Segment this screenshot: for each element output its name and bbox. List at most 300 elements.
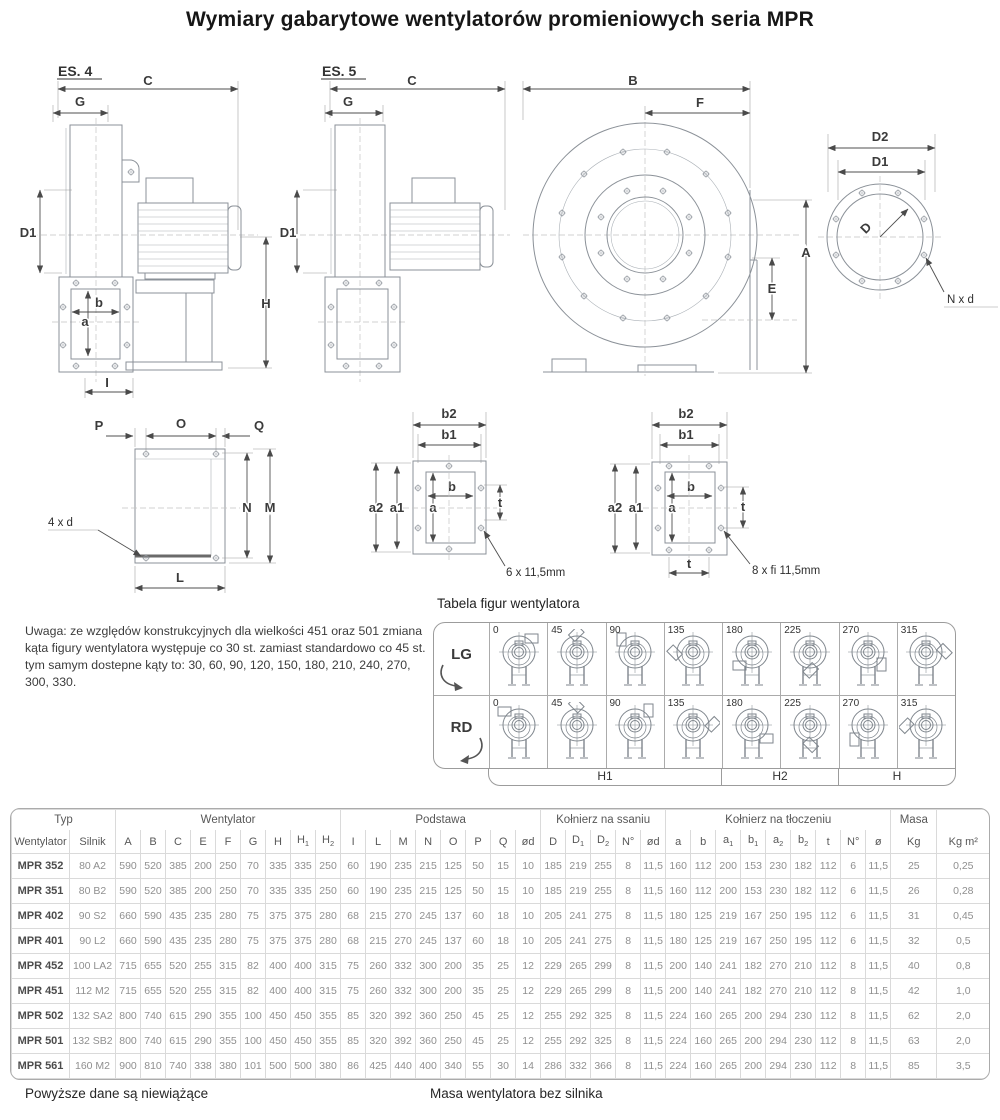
- spec-cell: 375: [266, 929, 291, 954]
- spec-cell: 185: [541, 879, 566, 904]
- spec-cell: 320: [366, 1004, 391, 1029]
- spec-cell: 332: [391, 954, 416, 979]
- spec-cell: 300: [416, 954, 441, 979]
- spec-cell: 400: [266, 979, 291, 1004]
- spec-cell: 112: [816, 979, 841, 1004]
- spec-cell: 235: [191, 904, 216, 929]
- spec-cell: 42: [891, 979, 937, 1004]
- spec-col-header: $H_2$: [316, 830, 341, 854]
- dim-label-g: G: [342, 94, 354, 109]
- spec-cell: 100: [241, 1004, 266, 1029]
- spec-cell: 255: [591, 854, 616, 879]
- fan-figure-icon: [725, 629, 779, 689]
- spec-cell: 112: [816, 1004, 841, 1029]
- spec-cell: 75: [341, 954, 366, 979]
- rotation-label-text: LG: [451, 645, 472, 663]
- fan-figure-cell: [839, 696, 897, 768]
- spec-cell: 0,8: [937, 954, 990, 979]
- fan-figure-icon: [550, 702, 604, 762]
- spec-cell: 8: [616, 979, 641, 1004]
- fan-figure-icon: [550, 629, 604, 689]
- spec-cell: 153: [741, 854, 766, 879]
- spec-cell: 255: [191, 954, 216, 979]
- spec-cell: 0,25: [937, 854, 990, 879]
- spec-cell: 11,5: [866, 854, 891, 879]
- spec-cell: 255: [191, 979, 216, 1004]
- figure-table-footer: [488, 769, 956, 786]
- spec-cell: 335: [291, 879, 316, 904]
- spec-cell: 70: [241, 854, 266, 879]
- spec-cell: 132 SB2: [70, 1029, 116, 1054]
- spec-cell: 299: [591, 954, 616, 979]
- dim-label-l: L: [176, 570, 184, 585]
- spec-cell: 100 LA2: [70, 954, 116, 979]
- spec-cell: 137: [441, 904, 466, 929]
- spec-cell: 740: [141, 1004, 166, 1029]
- spec-cell: 0,28: [937, 879, 990, 904]
- dim-label-g: G: [74, 94, 86, 109]
- spec-cell: 2,0: [937, 1004, 990, 1029]
- spec-cell: 392: [391, 1004, 416, 1029]
- spec-cell: 112: [691, 879, 716, 904]
- spec-cell: 235: [391, 854, 416, 879]
- fan-type-cell: MPR 402: [12, 904, 70, 929]
- dim-label-b-front: B: [628, 73, 638, 88]
- spec-cell: 315: [316, 979, 341, 1004]
- spec-cell: 10: [516, 904, 541, 929]
- spec-cell: 340: [441, 1054, 466, 1079]
- spec-cell: 190: [366, 854, 391, 879]
- dim-label-e: E: [767, 281, 777, 296]
- fan-figure-icon: [783, 702, 837, 762]
- spec-cell: 8: [616, 854, 641, 879]
- dim-label-a-inner: a: [668, 500, 676, 515]
- dim-label-a1: a1: [628, 500, 644, 515]
- spec-cell: 660: [116, 904, 141, 929]
- construction-note: Uwaga: ze względów konstrukcyjnych dla wielkości 451 oraz 501 zmiana kąta figury wentylatora występuje co 30 st. zamiast standardowo co 45 st. tym samym dostepne kąty to: 30, 60, 90, 120, 150, 180, 210, 240, 270, 300, 330.: [25, 624, 426, 689]
- spec-cell: 15: [491, 879, 516, 904]
- spec-col-header: M: [391, 830, 416, 854]
- spec-cell: 12: [516, 954, 541, 979]
- spec-cell: 375: [266, 904, 291, 929]
- spec-cell: 315: [216, 954, 241, 979]
- spec-cell: 3,5: [937, 1054, 990, 1079]
- spec-cell: 45: [466, 1004, 491, 1029]
- spec-cell: 125: [691, 904, 716, 929]
- spec-cell: 500: [266, 1054, 291, 1079]
- spec-group-header: Wentylator: [116, 810, 341, 831]
- spec-cell: 8: [841, 979, 866, 1004]
- spec-cell: 125: [691, 929, 716, 954]
- spec-cell: 8: [616, 1004, 641, 1029]
- spec-cell: 6: [841, 854, 866, 879]
- dim-label-p: P: [94, 418, 104, 433]
- spec-cell: 11,5: [641, 929, 666, 954]
- spec-cell: 215: [366, 904, 391, 929]
- spec-cell: 180: [666, 929, 691, 954]
- spec-cell: 11,5: [641, 854, 666, 879]
- dim-label-d1-suction: D1: [871, 154, 889, 169]
- spec-cell: 275: [591, 929, 616, 954]
- dim-label-t6: t: [497, 495, 503, 510]
- spec-cell: 810: [141, 1054, 166, 1079]
- spec-cell: 435: [166, 904, 191, 929]
- spec-cell: 590: [141, 904, 166, 929]
- spec-cell: 182: [791, 879, 816, 904]
- spec-row: [12, 879, 990, 904]
- spec-cell: 112: [691, 854, 716, 879]
- spec-cell: 200: [741, 1004, 766, 1029]
- spec-cell: 25: [491, 1029, 516, 1054]
- spec-col-header: $a_2$: [766, 830, 791, 854]
- fan-figure-cell: [780, 696, 838, 768]
- spec-col-header: Wentylator: [12, 830, 70, 854]
- spec-cell: 299: [591, 979, 616, 1004]
- spec-cell: 400: [291, 954, 316, 979]
- spec-cell: 11,5: [641, 1054, 666, 1079]
- es5-side-view: [280, 63, 510, 382]
- spec-cell: 10: [516, 879, 541, 904]
- angle-label: 135: [667, 625, 685, 636]
- spec-cell: 11,5: [866, 904, 891, 929]
- dim-label-a-inner: a: [429, 500, 437, 515]
- discharge-flange-6-view: [369, 406, 565, 579]
- spec-cell: 10: [516, 929, 541, 954]
- spec-cell: 229: [541, 954, 566, 979]
- footer-note-center: Masa wentylatora bez silnika: [430, 1086, 603, 1101]
- spec-cell: 290: [191, 1029, 216, 1054]
- spec-cell: 182: [741, 979, 766, 1004]
- fan-figure-icon: [666, 702, 720, 762]
- spec-cell: 25: [491, 954, 516, 979]
- fan-figure-cell: [489, 623, 547, 695]
- spec-cell: 200: [191, 854, 216, 879]
- spec-col-header: C: [166, 830, 191, 854]
- spec-cell: 230: [791, 1029, 816, 1054]
- spec-cell: 50: [466, 854, 491, 879]
- figure-table-grid: [433, 622, 956, 769]
- spec-cell: 335: [291, 854, 316, 879]
- angle-label: 0: [493, 698, 499, 709]
- dimension-drawings: [0, 60, 1000, 612]
- spec-cell: 100: [241, 1029, 266, 1054]
- es4-side-view: [20, 63, 272, 398]
- spec-cell: 11,5: [866, 1029, 891, 1054]
- rotation-label-rd: [434, 696, 489, 768]
- dim-label-m: M: [264, 500, 276, 515]
- dim-label-o: O: [175, 416, 187, 431]
- fan-figure-icon: [783, 629, 837, 689]
- spec-cell: 70: [241, 879, 266, 904]
- spec-cell: 68: [341, 929, 366, 954]
- spec-cell: 25: [491, 1004, 516, 1029]
- spec-cell: 715: [116, 954, 141, 979]
- spec-cell: 250: [766, 929, 791, 954]
- spec-cell: 26: [891, 879, 937, 904]
- spec-cell: 265: [716, 1054, 741, 1079]
- spec-cell: 112 M2: [70, 979, 116, 1004]
- spec-cell: 450: [266, 1004, 291, 1029]
- spec-cell: 215: [366, 929, 391, 954]
- spec-cell: 75: [341, 979, 366, 1004]
- height-group-label: H1: [597, 769, 613, 783]
- spec-cell: 11,5: [866, 1004, 891, 1029]
- dim-label-a-front: A: [801, 245, 811, 260]
- spec-cell: 112: [816, 1054, 841, 1079]
- dim-label-d2: D2: [871, 129, 889, 144]
- spec-cell: 800: [116, 1004, 141, 1029]
- spec-cell: 6: [841, 904, 866, 929]
- angle-label: 225: [784, 625, 801, 636]
- spec-cell: 50: [466, 879, 491, 904]
- spec-cell: 215: [416, 879, 441, 904]
- fan-figure-cell: [664, 696, 722, 768]
- fan-type-cell: MPR 502: [12, 1004, 70, 1029]
- dim-label-nxd: N x d: [947, 294, 974, 306]
- spec-cell: 280: [316, 929, 341, 954]
- spec-cell: 265: [566, 954, 591, 979]
- spec-cell: 400: [266, 954, 291, 979]
- base-plate-view: [48, 416, 276, 593]
- spec-cell: 255: [541, 1004, 566, 1029]
- spec-cell: 6: [841, 879, 866, 904]
- spec-cell: 112: [816, 879, 841, 904]
- fan-figure-cell: [606, 623, 664, 695]
- spec-row: [12, 854, 990, 879]
- spec-row: [12, 904, 990, 929]
- spec-cell: 435: [166, 929, 191, 954]
- spec-group-header: Kołnierz na ssaniu: [541, 810, 666, 831]
- spec-cell: 355: [216, 1004, 241, 1029]
- spec-cell: 1,0: [937, 979, 990, 1004]
- spec-col-header: Kg m²: [937, 830, 990, 854]
- spec-cell: 375: [291, 904, 316, 929]
- angle-label: 135: [667, 698, 685, 709]
- spec-group-header: Typ: [12, 810, 116, 831]
- fan-type-cell: MPR 452: [12, 954, 70, 979]
- angle-label: 180: [726, 625, 743, 636]
- spec-cell: 655: [141, 954, 166, 979]
- spec-cell: 31: [891, 904, 937, 929]
- spec-cell: 167: [741, 904, 766, 929]
- spec-group-header: Masa: [891, 810, 937, 831]
- spec-col-header: $b_1$: [741, 830, 766, 854]
- spec-cell: 590: [116, 879, 141, 904]
- spec-cell: 425: [366, 1054, 391, 1079]
- spec-cell: 355: [216, 1029, 241, 1054]
- spec-cell: 200: [191, 879, 216, 904]
- spec-cell: 32: [891, 929, 937, 954]
- spec-cell: 205: [541, 904, 566, 929]
- spec-col-header: ød: [516, 830, 541, 854]
- spec-cell: 280: [216, 904, 241, 929]
- spec-cell: 6: [841, 929, 866, 954]
- fan-type-cell: MPR 501: [12, 1029, 70, 1054]
- dim-label-a2: a2: [607, 500, 623, 515]
- spec-cell: 14: [516, 1054, 541, 1079]
- spec-cell: 86: [341, 1054, 366, 1079]
- spec-cell: 80 B2: [70, 879, 116, 904]
- spec-row: [12, 1054, 990, 1079]
- spec-cell: 300: [416, 979, 441, 1004]
- fan-figure-icon: [492, 629, 546, 689]
- spec-col-header: I: [341, 830, 366, 854]
- spec-cell: 385: [166, 879, 191, 904]
- spec-group-header: Podstawa: [341, 810, 541, 831]
- spec-cell: 260: [366, 954, 391, 979]
- spec-cell: 80 A2: [70, 854, 116, 879]
- spec-cell: 250: [316, 854, 341, 879]
- spec-cell: 101: [241, 1054, 266, 1079]
- spec-cell: 332: [391, 979, 416, 1004]
- figure-table: [433, 622, 956, 786]
- spec-cell: 315: [316, 954, 341, 979]
- spec-cell: 60: [341, 879, 366, 904]
- fan-figure-cell: [722, 623, 780, 695]
- spec-cell: 200: [716, 854, 741, 879]
- dim-label-b2: b2: [678, 406, 694, 421]
- spec-col-header: t: [816, 830, 841, 854]
- spec-cell: 160: [666, 854, 691, 879]
- spec-cell: 90 L2: [70, 929, 116, 954]
- spec-cell: 200: [716, 879, 741, 904]
- spec-cell: 11,5: [866, 879, 891, 904]
- fan-figure-icon: [492, 702, 546, 762]
- spec-cell: 265: [716, 1029, 741, 1054]
- spec-cell: 800: [116, 1029, 141, 1054]
- spec-col-header: $a_1$: [716, 830, 741, 854]
- spec-cell: 205: [541, 929, 566, 954]
- fan-figure-icon: [899, 702, 953, 762]
- spec-cell: 375: [291, 929, 316, 954]
- spec-cell: 265: [566, 979, 591, 1004]
- angle-label: 315: [900, 625, 918, 636]
- spec-cell: 11,5: [866, 1054, 891, 1079]
- spec-col-header: D: [541, 830, 566, 854]
- spec-cell: 380: [316, 1054, 341, 1079]
- dim-label-b: b: [95, 295, 103, 310]
- spec-cell: 160: [666, 879, 691, 904]
- spec-cell: 18: [491, 929, 516, 954]
- spec-cell: 182: [791, 854, 816, 879]
- angle-label: 45: [551, 698, 563, 709]
- discharge-flange-8-view: [608, 406, 820, 578]
- fan-figure-icon: [841, 702, 895, 762]
- spec-cell: 12: [516, 1004, 541, 1029]
- spec-cell: 75: [241, 904, 266, 929]
- spec-cell: 10: [516, 854, 541, 879]
- spec-row: [12, 1004, 990, 1029]
- fan-figure-cell: [839, 623, 897, 695]
- spec-row: [12, 954, 990, 979]
- rotation-arrow-icon: [455, 736, 487, 764]
- spec-cell: 12: [516, 1029, 541, 1054]
- fan-figure-cell: [547, 696, 605, 768]
- spec-cell: 520: [141, 854, 166, 879]
- spec-cell: 18: [491, 904, 516, 929]
- spec-cell: 85: [891, 1054, 937, 1079]
- spec-cell: 270: [391, 904, 416, 929]
- spec-col-header: F: [216, 830, 241, 854]
- spec-cell: 450: [266, 1029, 291, 1054]
- drawing-title-es4: ES. 4: [58, 63, 93, 79]
- spec-cell: 82: [241, 979, 266, 1004]
- spec-cell: 195: [791, 904, 816, 929]
- spec-table: [11, 809, 990, 1079]
- spec-cell: 8: [841, 1004, 866, 1029]
- spec-cell: 90 S2: [70, 904, 116, 929]
- spec-cell: 11,5: [866, 979, 891, 1004]
- spec-cell: 241: [566, 904, 591, 929]
- spec-cell: 255: [541, 1029, 566, 1054]
- spec-cell: 325: [591, 1004, 616, 1029]
- height-group-label: H2: [721, 769, 838, 785]
- spec-cell: 60: [341, 854, 366, 879]
- spec-cell: 280: [216, 929, 241, 954]
- spec-cell: 35: [466, 954, 491, 979]
- dim-label-a: a: [81, 314, 89, 329]
- spec-cell: 12: [516, 979, 541, 1004]
- spec-cell: 219: [566, 879, 591, 904]
- spec-col-header: P: [466, 830, 491, 854]
- spec-cell: 60: [466, 904, 491, 929]
- spec-cell: 0,5: [937, 929, 990, 954]
- spec-cell: 82: [241, 954, 266, 979]
- spec-cell: 11,5: [641, 879, 666, 904]
- spec-col-header: G: [241, 830, 266, 854]
- spec-cell: 219: [566, 854, 591, 879]
- spec-cell: 294: [766, 1029, 791, 1054]
- spec-cell: 11,5: [641, 1004, 666, 1029]
- spec-cell: 200: [741, 1054, 766, 1079]
- spec-cell: 75: [241, 929, 266, 954]
- spec-cell: 250: [441, 1004, 466, 1029]
- spec-cell: 655: [141, 979, 166, 1004]
- spec-cell: 8: [616, 904, 641, 929]
- spec-cell: 8: [616, 954, 641, 979]
- fan-figure-icon: [725, 702, 779, 762]
- spec-cell: 320: [366, 1029, 391, 1054]
- spec-cell: 15: [491, 854, 516, 879]
- spec-cell: 68: [341, 904, 366, 929]
- spec-cell: 60: [466, 929, 491, 954]
- spec-cell: 230: [766, 854, 791, 879]
- spec-cell: 85: [341, 1004, 366, 1029]
- spec-cell: 40: [891, 954, 937, 979]
- dim-label-q: Q: [253, 418, 265, 433]
- angle-label: 180: [726, 698, 743, 709]
- spec-col-header: Q: [491, 830, 516, 854]
- dim-label-f: F: [696, 95, 704, 110]
- spec-cell: 180: [666, 904, 691, 929]
- fan-figure-cell: [722, 696, 780, 768]
- fan-figure-icon: [899, 629, 953, 689]
- rotation-label-lg: [434, 623, 489, 695]
- spec-col-header: b: [691, 830, 716, 854]
- height-group-label: H: [838, 769, 955, 785]
- figure-row-lg: [434, 623, 955, 695]
- spec-cell: 400: [416, 1054, 441, 1079]
- spec-cell: 85: [341, 1029, 366, 1054]
- spec-cell: 255: [591, 879, 616, 904]
- spec-cell: 210: [791, 979, 816, 1004]
- spec-cell: 219: [716, 929, 741, 954]
- spec-cell: 360: [416, 1029, 441, 1054]
- spec-cell: 230: [791, 1054, 816, 1079]
- rotation-arrow-icon: [436, 663, 468, 691]
- dim-label-i: I: [105, 375, 109, 390]
- dim-label-b2: b2: [441, 406, 457, 421]
